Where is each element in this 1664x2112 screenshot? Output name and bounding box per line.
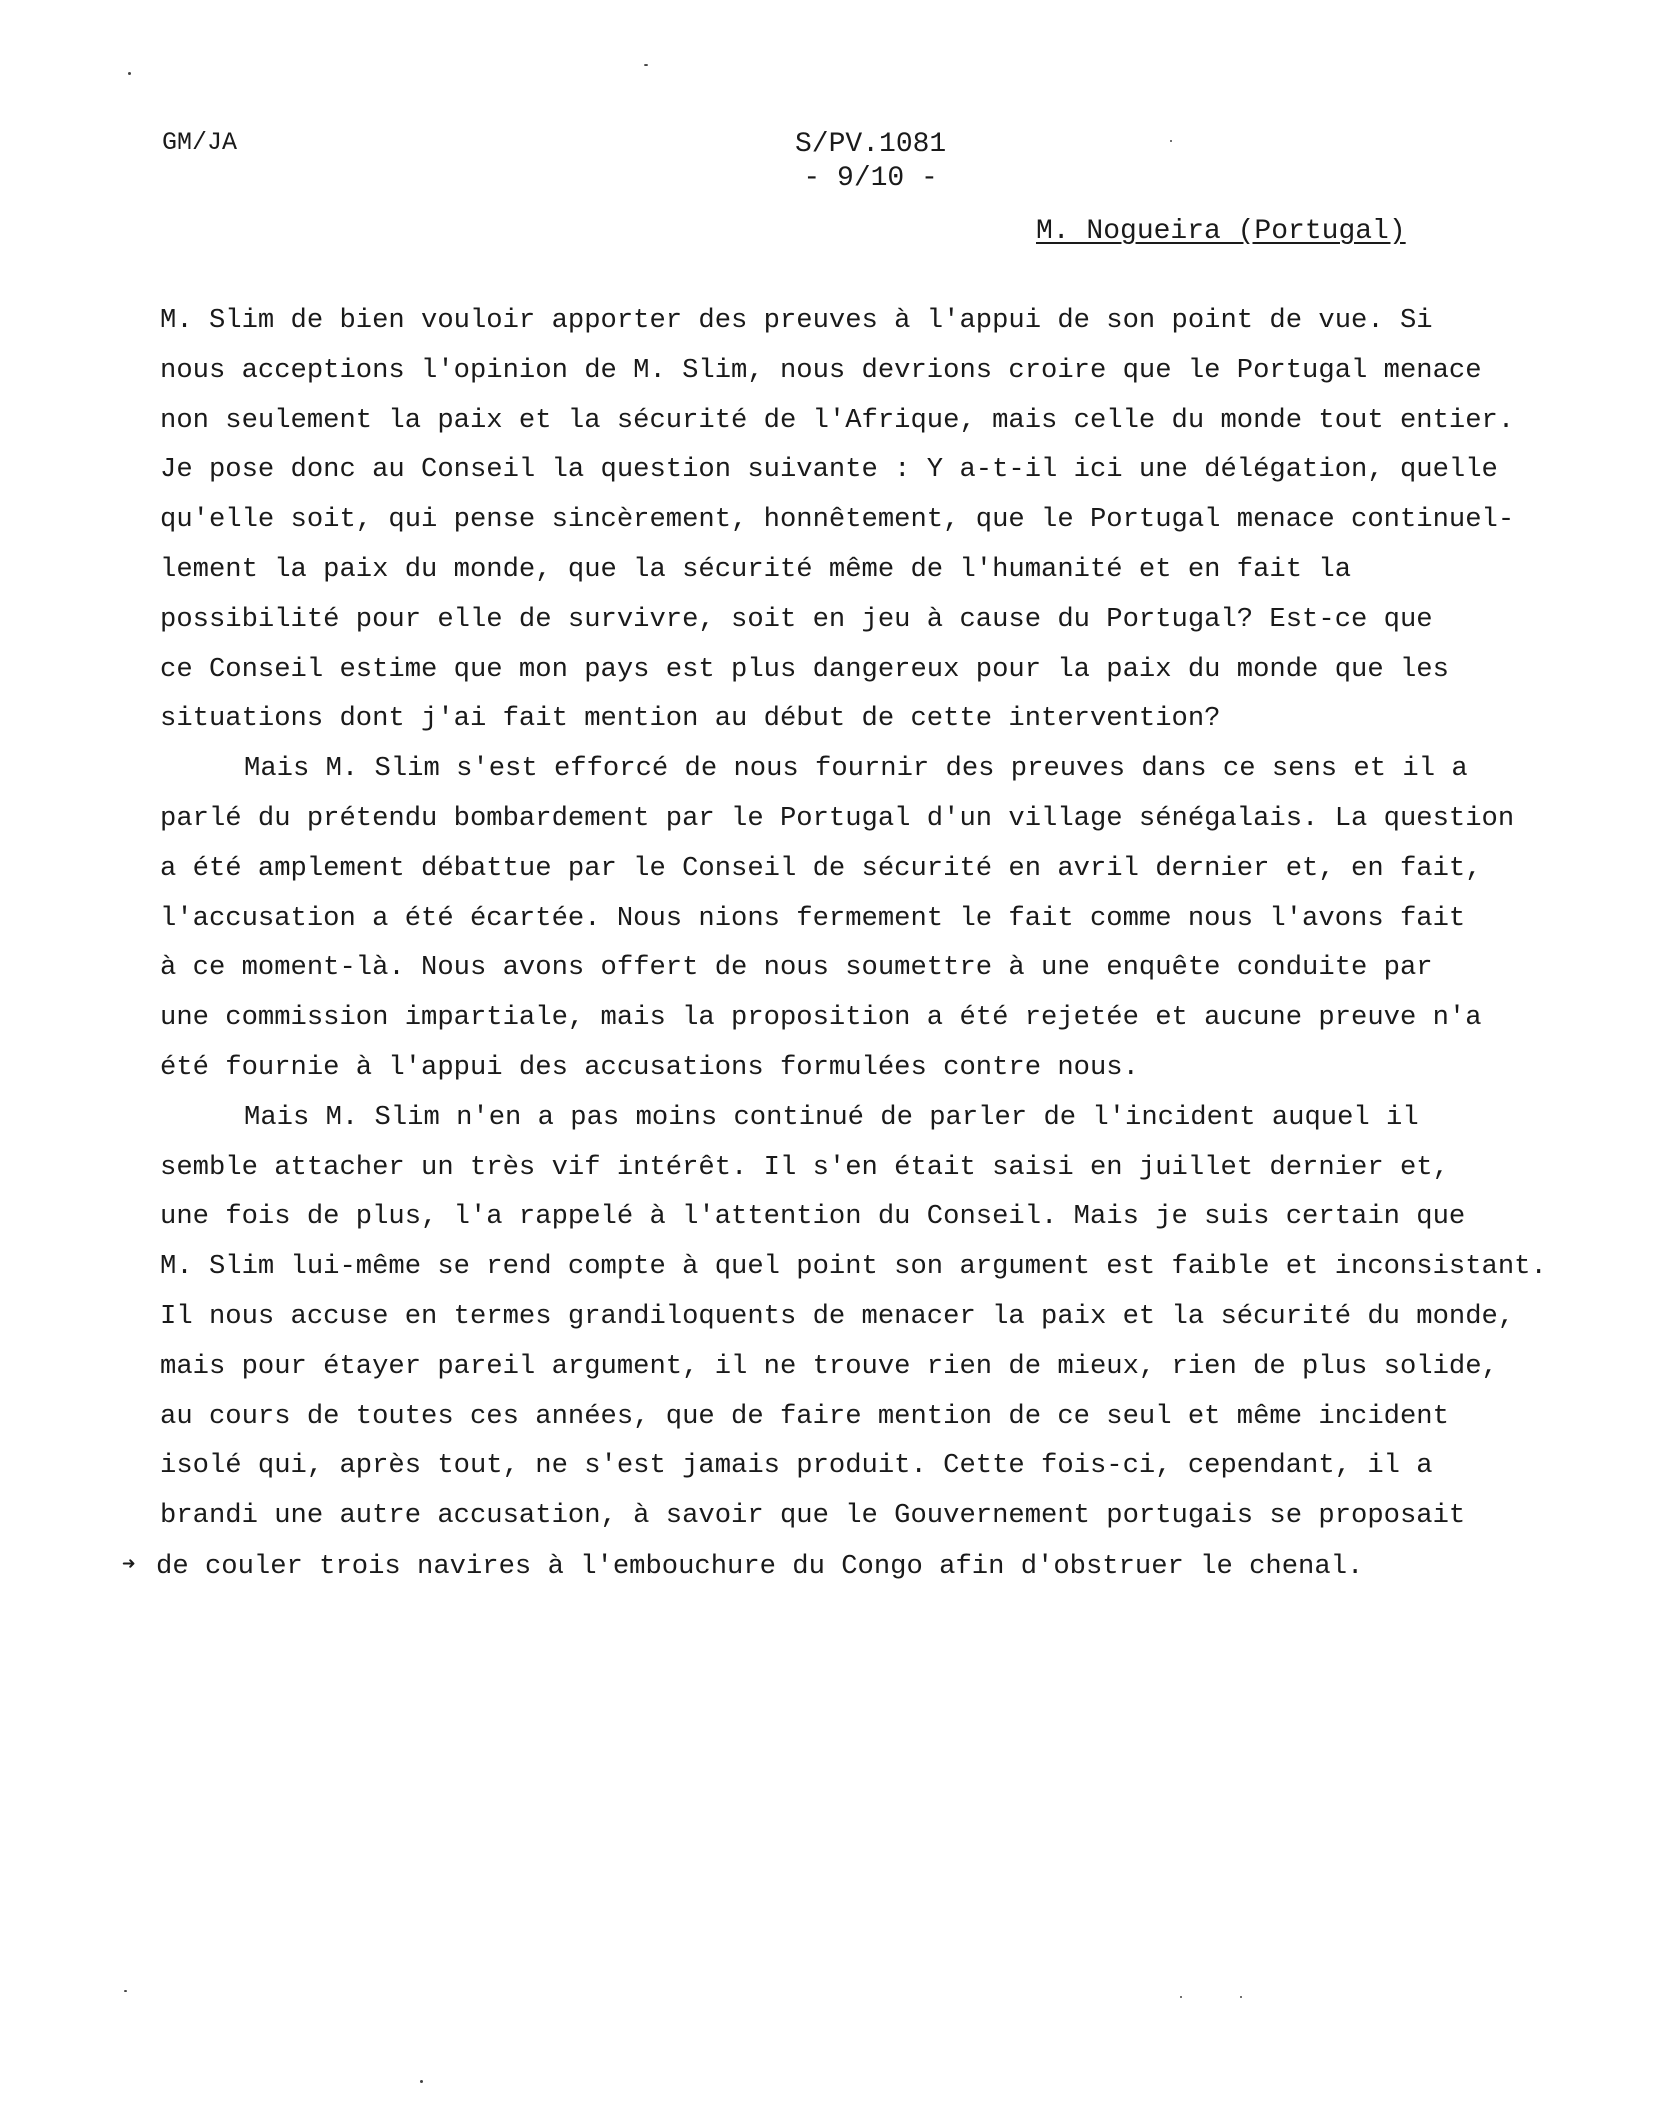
text-line-final bbox=[122, 1541, 1580, 1591]
text-line: ce Conseil estime que mon pays est plus dangereux pour la paix du monde que les bbox=[160, 653, 1449, 685]
text-line: mais pour étayer pareil argument, il ne trouve rien de mieux, rien de plus solide, bbox=[160, 1350, 1498, 1382]
document-reference bbox=[795, 128, 946, 196]
text-line: a été amplement débattue par le Conseil de sécurité en avril dernier et, en fait, bbox=[160, 852, 1482, 884]
text-line-final-text: de couler trois navires à l'embouchure du Congo afin d'obstruer le chenal. bbox=[156, 1551, 1364, 1583]
text-line: brandi une autre accusation, à savoir que le Gouvernement portugais se proposait bbox=[160, 1500, 1466, 1532]
text-line: été fournie à l'appui des accusations formulées contre nous. bbox=[160, 1051, 1139, 1083]
page-number: - 9/10 - bbox=[803, 163, 938, 194]
text-line: lement la paix du monde, que la sécurité même de l'humanité et en fait la bbox=[160, 553, 1352, 585]
scan-speck bbox=[420, 2080, 423, 2083]
scan-speck bbox=[128, 72, 131, 75]
text-line: à ce moment-là. Nous avons offert de nous soumettre à une enquête conduite par bbox=[160, 952, 1433, 984]
text-line: Mais M. Slim s'est efforcé de nous fournir des preuves dans ce sens et il a bbox=[244, 753, 1468, 785]
text-line: au cours de toutes ces années, que de faire mention de ce seul et même incident bbox=[160, 1400, 1449, 1432]
text-line: l'accusation a été écartée. Nous nions fermement le fait comme nous l'avons fait bbox=[160, 902, 1466, 934]
text-line: nous acceptions l'opinion de M. Slim, nous devrions croire que le Portugal menace bbox=[160, 354, 1482, 386]
scan-speck bbox=[1180, 1996, 1182, 1998]
arrow-icon: ➜ bbox=[122, 1552, 136, 1578]
text-line: M. Slim de bien vouloir apporter des preuves à l'appui de son point de vue. Si bbox=[160, 305, 1433, 336]
body-text bbox=[122, 296, 1580, 1591]
speaker-heading: M. Nogueira (Portugal) bbox=[1036, 216, 1406, 247]
text-line: M. Slim lui-même se rend compte à quel point son argument est faible et inconsistant. bbox=[160, 1251, 1547, 1283]
document-symbol: S/PV.1081 bbox=[795, 129, 947, 160]
text-line: Je pose donc au Conseil la question suivante : Y a-t-il ici une délégation, quelle bbox=[160, 454, 1498, 486]
text-line: une commission impartiale, mais la proposition a été rejetée et aucune preuve n'a bbox=[160, 1002, 1482, 1034]
text-line: Il nous accuse en termes grandiloquents de menacer la paix et la sécurité du monde, bbox=[160, 1300, 1515, 1332]
text-line: possibilité pour elle de survivre, soit en jeu à cause du Portugal? Est-ce que bbox=[160, 603, 1433, 635]
text-line: qu'elle soit, qui pense sincèrement, honnêtement, que le Portugal menace continuel- bbox=[160, 504, 1515, 536]
text-line: isolé qui, après tout, ne s'est jamais produit. Cette fois-ci, cependant, il a bbox=[160, 1450, 1433, 1482]
scan-speck bbox=[1240, 1996, 1242, 1998]
text-line: Mais M. Slim n'en a pas moins continué de parler de l'incident auquel il bbox=[244, 1101, 1419, 1133]
scan-speck bbox=[124, 1990, 127, 1992]
text-line: semble attacher un très vif intérêt. Il s'en était saisi en juillet dernier et, bbox=[160, 1151, 1449, 1183]
text-line: non seulement la paix et la sécurité de l'Afrique, mais celle du monde tout entier. bbox=[160, 404, 1515, 436]
text-line: une fois de plus, l'a rappelé à l'attention du Conseil. Mais je suis certain que bbox=[160, 1201, 1466, 1233]
text-line: situations dont j'ai fait mention au début de cette intervention? bbox=[160, 703, 1221, 735]
scan-speck bbox=[644, 64, 648, 66]
typist-initials: GM/JA bbox=[162, 128, 238, 157]
text-line: parlé du prétendu bombardement par le Portugal d'un village sénégalais. La question bbox=[160, 802, 1515, 834]
scan-speck bbox=[1170, 140, 1172, 142]
